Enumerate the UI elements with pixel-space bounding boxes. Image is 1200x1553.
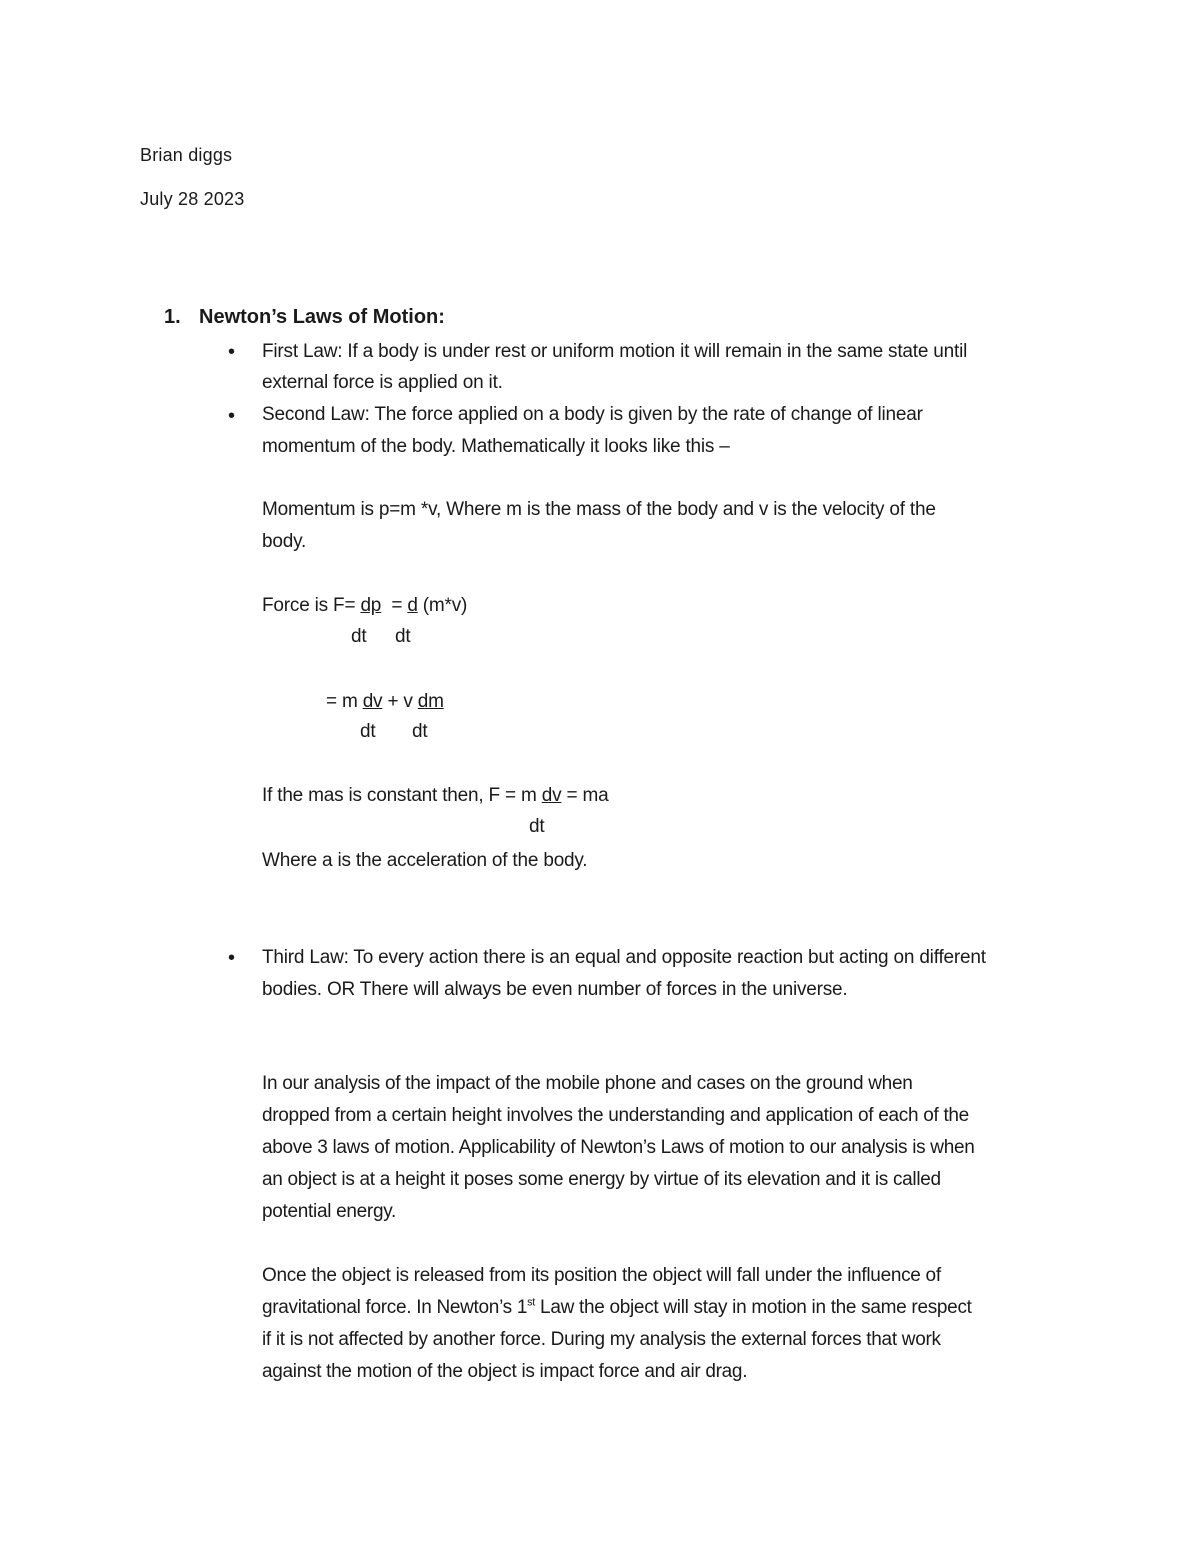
author-name: Brian diggs <box>140 145 233 165</box>
third-law-line2: bodies. OR There will always be even number of forces in the universe. <box>262 979 848 1000</box>
section-number: 1. <box>164 306 181 328</box>
force-suffix: (m*v) <box>417 595 468 616</box>
expand-mid: + v <box>382 691 418 712</box>
ordinal-superscript: st <box>527 1296 536 1309</box>
force-equals: = <box>381 595 408 616</box>
third-law-line1: Third Law: To every action there is an equal and opposite reaction but acting on different <box>262 947 986 968</box>
force-denominator-2: dt <box>395 626 411 647</box>
section-title: Newton’s Laws of Motion: <box>199 306 445 328</box>
momentum-line1: Momentum is p=m *v, Where m is the mass of the body and v is the velocity of the <box>262 499 936 520</box>
constant-mass-equation <box>262 780 608 812</box>
paragraph2-part2: Law the object will stay in motion in the same respect if it is not affected by another force. During my analysis the external forces that work against the motion of the object is impact force and air drag. <box>262 1297 972 1382</box>
expand-numerator-dm: dm <box>417 691 444 712</box>
force-prefix: Force is F= <box>262 595 361 616</box>
analysis-paragraph-1: In our analysis of the impact of the mobile phone and cases on the ground when dropped from a certain height involves the understanding and application of each of the above 3 laws of motion. Applicability of Newton’s Laws of motion to our analysis is when an object is at a height it poses some energy by virtue of its elevation and it is called potential energy. <box>262 1073 975 1222</box>
analysis-paragraph-2 <box>262 1260 982 1388</box>
first-law-line1: First Law: If a body is under rest or uniform motion it will remain in the same state until <box>262 341 968 362</box>
const-denominator: dt <box>529 816 545 837</box>
momentum-line2: body. <box>262 531 307 552</box>
acceleration-note: Where a is the acceleration of the body. <box>262 850 588 871</box>
force-numerator-dp: dp <box>360 595 382 616</box>
const-prefix: If the mas is constant then, F = m <box>262 785 542 806</box>
bullet-first-law: • <box>228 341 236 363</box>
expanded-equation <box>326 686 444 718</box>
bullet-second-law: • <box>228 405 236 427</box>
const-numerator-dv: dv <box>541 785 562 806</box>
first-law-line2: external force is applied on it. <box>262 372 503 393</box>
document-date: July 28 2023 <box>140 189 245 209</box>
expand-numerator-dv: dv <box>362 691 383 712</box>
bullet-third-law: • <box>228 947 236 969</box>
force-numerator-d: d <box>407 595 418 616</box>
expand-prefix: = m <box>326 691 363 712</box>
expand-denominator-2: dt <box>412 721 428 742</box>
const-suffix: = ma <box>561 785 609 806</box>
paragraph2-part1: Once the object is released from its position the object will fall under the influence of gravitational force. In Newton’s 1 <box>262 1265 941 1318</box>
second-law-line2: momentum of the body. Mathematically it looks like this – <box>262 436 730 457</box>
second-law-line1: Second Law: The force applied on a body is given by the rate of change of linear <box>262 404 923 425</box>
expand-denominator-1: dt <box>360 721 376 742</box>
force-denominator-1: dt <box>351 626 367 647</box>
force-equation <box>262 590 467 622</box>
